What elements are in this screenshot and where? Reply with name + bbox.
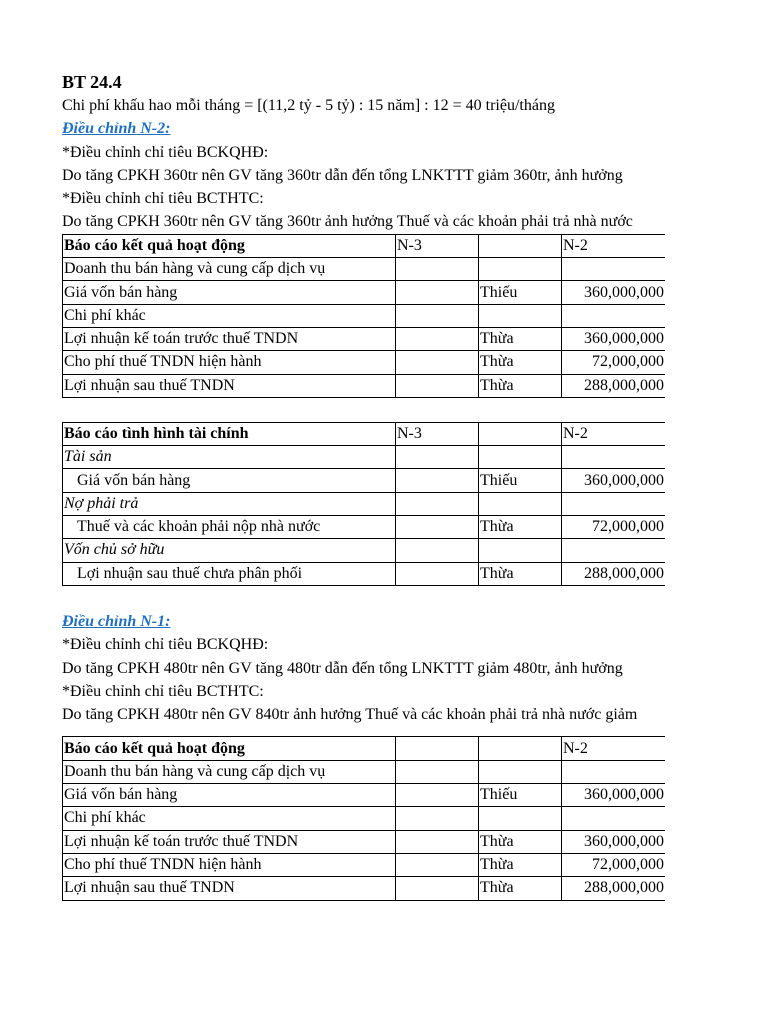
table-row bbox=[63, 281, 666, 304]
table-row bbox=[63, 760, 666, 783]
table-row bbox=[63, 784, 666, 807]
table-header-cell[interactable]: N-3 bbox=[396, 234, 479, 257]
table-header-cell[interactable]: N-2 bbox=[562, 737, 666, 760]
table-header-cell[interactable]: Báo cáo kết quả hoạt động bbox=[63, 234, 396, 257]
table-header-row bbox=[63, 737, 666, 760]
table-cell[interactable] bbox=[562, 304, 666, 327]
table-cell[interactable]: 360,000,000 bbox=[562, 830, 666, 853]
income-statement-table-n1 bbox=[62, 736, 665, 900]
table-cell[interactable]: Thừa bbox=[479, 853, 562, 876]
table-cell[interactable] bbox=[479, 446, 562, 469]
table-header-cell[interactable] bbox=[479, 737, 562, 760]
table-cell[interactable]: Giá vốn bán hàng bbox=[63, 469, 396, 492]
table-cell[interactable] bbox=[396, 469, 479, 492]
table-cell[interactable] bbox=[396, 539, 479, 562]
table-cell[interactable]: 360,000,000 bbox=[562, 327, 666, 350]
table-cell[interactable]: Giá vốn bán hàng bbox=[63, 784, 396, 807]
table-cell[interactable]: Chi phí khác bbox=[63, 304, 396, 327]
text-line: *Điều chỉnh chỉ tiêu BCKQHĐ: bbox=[62, 636, 269, 654]
table-row bbox=[63, 492, 666, 515]
table-cell[interactable]: Tài sản bbox=[63, 446, 396, 469]
table-cell[interactable]: Thừa bbox=[479, 830, 562, 853]
table-cell[interactable]: Lợi nhuận kế toán trước thuế TNDN bbox=[63, 327, 396, 350]
table-cell[interactable]: 72,000,000 bbox=[562, 516, 666, 539]
table-header-cell[interactable]: N-2 bbox=[562, 234, 666, 257]
table-cell[interactable]: Lợi nhuận sau thuế chưa phân phối bbox=[63, 562, 396, 585]
text-line: Do tăng CPKH 480tr nên GV 840tr ảnh hưởng Thuế và các khoản phải trả nhà nước giảm bbox=[62, 706, 638, 724]
table-row bbox=[63, 516, 666, 539]
table-cell[interactable] bbox=[562, 258, 666, 281]
table-cell[interactable] bbox=[479, 304, 562, 327]
table-header-cell[interactable] bbox=[479, 234, 562, 257]
table-row bbox=[63, 327, 666, 350]
table-row bbox=[63, 877, 666, 900]
table-row bbox=[63, 374, 666, 397]
table-cell[interactable] bbox=[396, 562, 479, 585]
text-line: Do tăng CPKH 360tr nên GV tăng 360tr dẫn đến tổng LNKTTT giảm 360tr, ảnh hưởng bbox=[62, 166, 623, 184]
text-line: *Điều chỉnh chỉ tiêu BCKQHĐ: bbox=[62, 143, 269, 161]
table-cell[interactable]: Doanh thu bán hàng và cung cấp dịch vụ bbox=[63, 760, 396, 783]
table-cell[interactable] bbox=[562, 807, 666, 830]
table-header-cell[interactable] bbox=[396, 737, 479, 760]
table-cell[interactable] bbox=[479, 539, 562, 562]
table-cell[interactable] bbox=[396, 760, 479, 783]
table-cell[interactable] bbox=[396, 807, 479, 830]
spreadsheet-sheet bbox=[62, 70, 665, 901]
table-cell[interactable] bbox=[396, 830, 479, 853]
table-cell[interactable]: Chi phí khác bbox=[63, 807, 396, 830]
table-cell[interactable]: Cho phí thuế TNDN hiện hành bbox=[63, 351, 396, 374]
table-cell[interactable] bbox=[396, 784, 479, 807]
table-cell[interactable]: 360,000,000 bbox=[562, 469, 666, 492]
table-cell[interactable] bbox=[479, 492, 562, 515]
table-cell[interactable] bbox=[396, 877, 479, 900]
table-cell[interactable]: 360,000,000 bbox=[562, 784, 666, 807]
exercise-title: BT 24.4 bbox=[62, 72, 122, 92]
table-cell[interactable] bbox=[479, 760, 562, 783]
table-cell[interactable] bbox=[479, 258, 562, 281]
table-cell[interactable] bbox=[396, 492, 479, 515]
table-cell[interactable]: Doanh thu bán hàng và cung cấp dịch vụ bbox=[63, 258, 396, 281]
table-cell[interactable] bbox=[396, 853, 479, 876]
table-cell[interactable]: Thừa bbox=[479, 516, 562, 539]
table-row bbox=[63, 446, 666, 469]
table-cell[interactable] bbox=[396, 281, 479, 304]
table-header-cell[interactable] bbox=[479, 422, 562, 445]
spacer bbox=[62, 726, 665, 736]
table-cell[interactable]: Lợi nhuận kế toán trước thuế TNDN bbox=[63, 830, 396, 853]
table-cell[interactable]: Giá vốn bán hàng bbox=[63, 281, 396, 304]
spacer bbox=[62, 586, 665, 610]
table-cell[interactable] bbox=[562, 446, 666, 469]
table-cell[interactable]: Thuế và các khoản phải nộp nhà nước bbox=[63, 516, 396, 539]
table-cell[interactable] bbox=[396, 258, 479, 281]
table-row bbox=[63, 539, 666, 562]
table-cell[interactable]: Thiếu bbox=[479, 469, 562, 492]
table-row bbox=[63, 258, 666, 281]
table-cell[interactable]: Thừa bbox=[479, 877, 562, 900]
table-cell[interactable]: 288,000,000 bbox=[562, 562, 666, 585]
adjustment-n2-heading: Điều chỉnh N-2: bbox=[62, 120, 171, 138]
spacer bbox=[62, 398, 665, 422]
table-cell[interactable]: 360,000,000 bbox=[562, 281, 666, 304]
table-cell[interactable]: 72,000,000 bbox=[562, 351, 666, 374]
table-row bbox=[63, 351, 666, 374]
text-line: Do tăng CPKH 360tr nên GV tăng 360tr ảnh hưởng Thuế và các khoản phải trả nhà nước bbox=[62, 213, 633, 231]
table-header-cell[interactable]: Báo cáo kết quả hoạt động bbox=[63, 737, 396, 760]
financial-position-table-n2 bbox=[62, 422, 665, 586]
table-cell[interactable]: Vốn chủ sở hữu bbox=[63, 539, 396, 562]
table-cell[interactable]: Lợi nhuận sau thuế TNDN bbox=[63, 374, 396, 397]
table-cell[interactable] bbox=[396, 304, 479, 327]
table-row bbox=[63, 853, 666, 876]
table-header-row bbox=[63, 422, 666, 445]
table-cell[interactable] bbox=[396, 516, 479, 539]
table-cell[interactable] bbox=[396, 327, 479, 350]
table-header-cell[interactable]: Báo cáo tình hình tài chính bbox=[63, 422, 396, 445]
table-cell[interactable] bbox=[479, 807, 562, 830]
table-cell[interactable] bbox=[562, 760, 666, 783]
table-cell[interactable]: 72,000,000 bbox=[562, 853, 666, 876]
income-statement-table-n2 bbox=[62, 234, 665, 398]
table-cell[interactable]: 288,000,000 bbox=[562, 374, 666, 397]
adjustment-n1-heading: Điều chỉnh N-1: bbox=[62, 612, 171, 630]
table-cell[interactable]: Thừa bbox=[479, 374, 562, 397]
table-cell[interactable]: Thừa bbox=[479, 562, 562, 585]
table-header-cell[interactable]: N-3 bbox=[396, 422, 479, 445]
table-cell[interactable]: Thiếu bbox=[479, 784, 562, 807]
table-row bbox=[63, 807, 666, 830]
table-row bbox=[63, 562, 666, 585]
table-cell[interactable] bbox=[396, 446, 479, 469]
table-cell[interactable] bbox=[562, 539, 666, 562]
table-cell[interactable]: Nợ phải trả bbox=[63, 492, 396, 515]
text-line: *Điều chỉnh chỉ tiêu BCTHTC: bbox=[62, 682, 264, 700]
table-cell[interactable]: Thừa bbox=[479, 351, 562, 374]
table-row bbox=[63, 469, 666, 492]
table-cell[interactable] bbox=[396, 351, 479, 374]
text-line: Do tăng CPKH 480tr nên GV tăng 480tr dẫn đến tổng LNKTTT giảm 480tr, ảnh hưởng bbox=[62, 659, 623, 677]
table-header-cell[interactable]: N-2 bbox=[562, 422, 666, 445]
table-cell[interactable]: Lợi nhuận sau thuế TNDN bbox=[63, 877, 396, 900]
text-line: *Điều chỉnh chỉ tiêu BCTHTC: bbox=[62, 190, 264, 208]
table-cell[interactable]: Cho phí thuế TNDN hiện hành bbox=[63, 853, 396, 876]
table-cell[interactable] bbox=[396, 374, 479, 397]
table-row bbox=[63, 304, 666, 327]
table-cell[interactable] bbox=[562, 492, 666, 515]
table-cell[interactable]: 288,000,000 bbox=[562, 877, 666, 900]
table-cell[interactable]: Thừa bbox=[479, 327, 562, 350]
table-cell[interactable]: Thiếu bbox=[479, 281, 562, 304]
depreciation-formula: Chi phí khấu hao mỗi tháng = [(11,2 tỷ - 5 tỷ) : 15 năm] : 12 = 40 triệu/tháng bbox=[62, 97, 555, 114]
table-row bbox=[63, 830, 666, 853]
table-header-row bbox=[63, 234, 666, 257]
